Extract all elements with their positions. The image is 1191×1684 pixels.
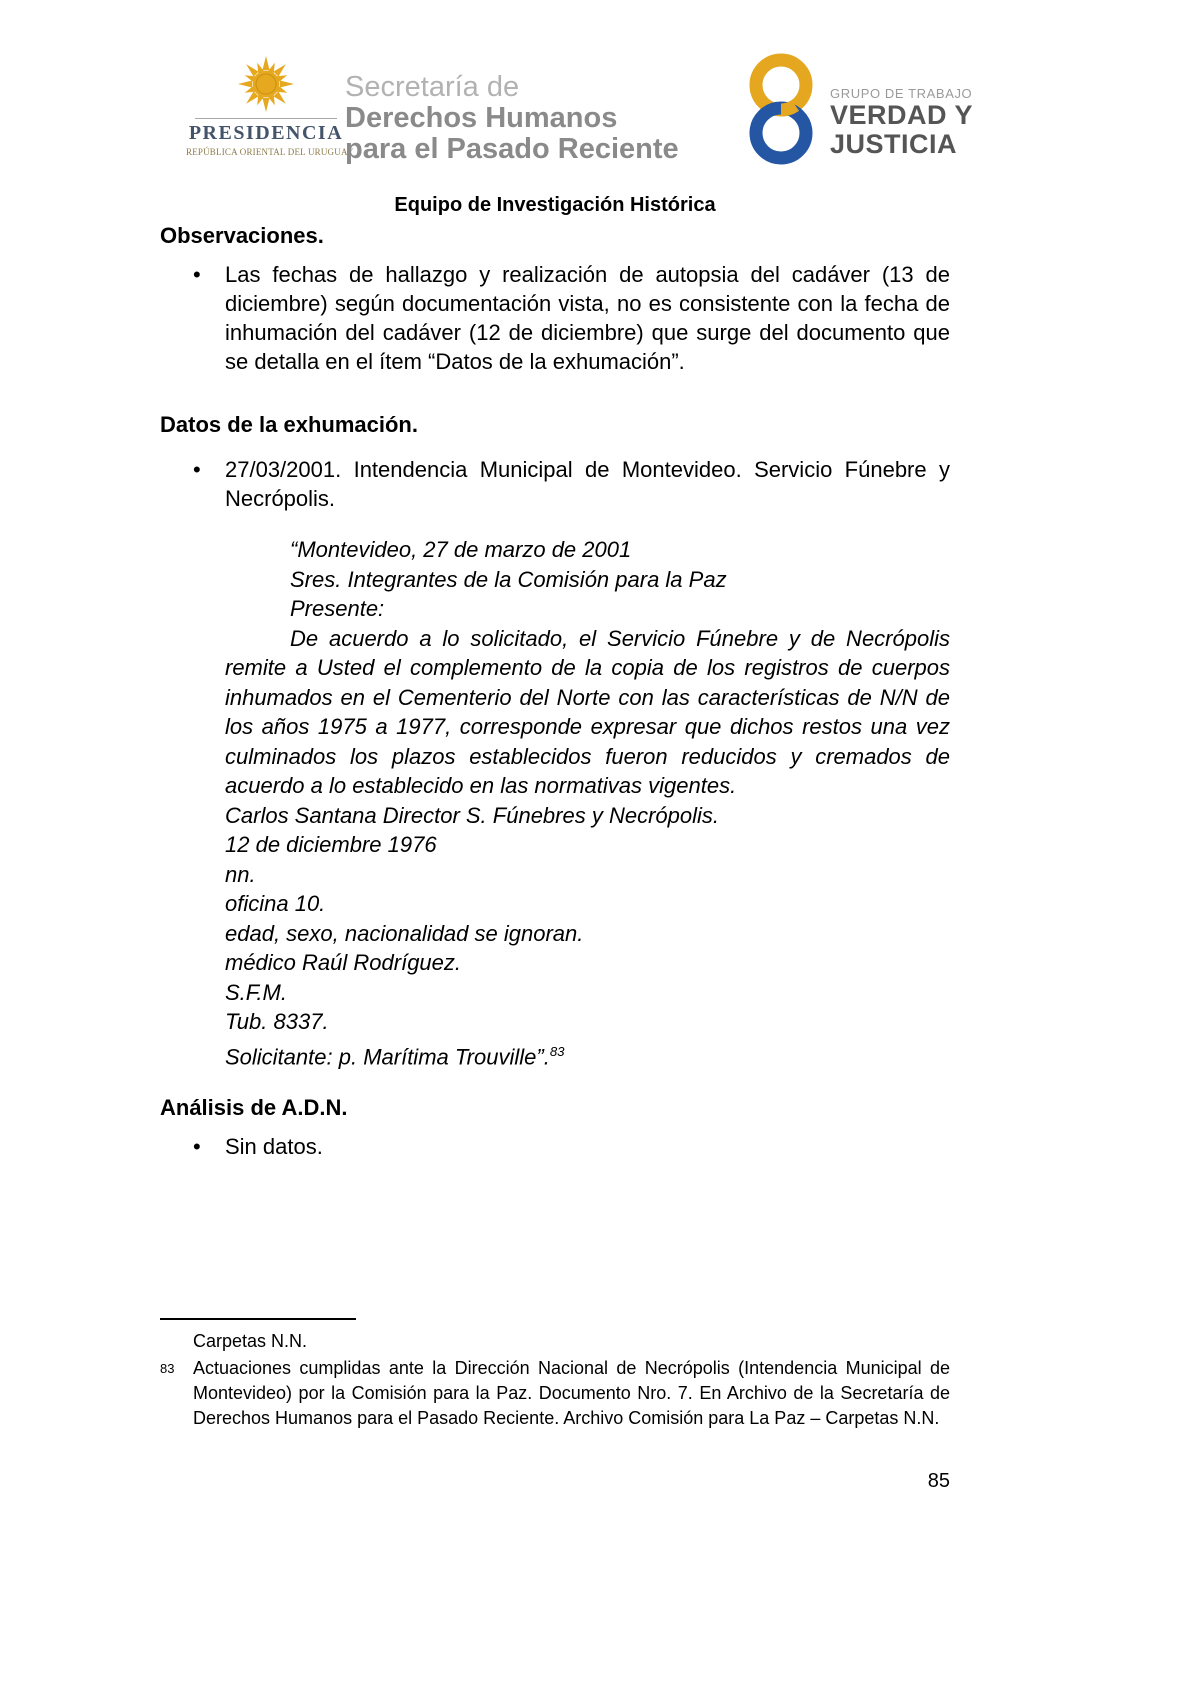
quote-line: nn. [225, 861, 256, 887]
footnote-separator [160, 1318, 356, 1320]
team-title: Equipo de Investigación Histórica [394, 194, 716, 216]
quote-closing-text: Solicitante: p. Marítima Trouville”. [225, 1043, 550, 1069]
list-item-datos-exhumacion [160, 455, 950, 513]
quoted-document [225, 535, 950, 1071]
page-number: 85 [927, 1470, 950, 1492]
quote-line: S.F.M. [225, 979, 287, 1005]
grupo-trabajo-text [830, 86, 973, 159]
quote-line: edad, sexo, nacionalidad se ignoran. [225, 920, 584, 946]
interlocking-rings-icon [742, 52, 820, 174]
secretaria-logo-text [345, 72, 679, 165]
quote-line: oficina 10. [225, 891, 326, 916]
footnote-continuation: Carpetas N.N. [193, 1331, 308, 1351]
footnote-reference: 83 [549, 1043, 565, 1059]
quote-paragraph: De acuerdo a lo solicitado, el Servicio Fúnebre y de Necrópolis remite a Usted el complemento de la copia de los registros de cuerpos inhumados en el Cementerio del Norte con las características de N/N de los años 1975 a 1977, corresponde expresar que dichos restos una vez culminados los plazos establecidos fueron reducidos y cremados de acuerdo a lo establecido en las normativas vigentes. [225, 625, 950, 798]
bullet-marker: • [193, 1134, 201, 1160]
grupo-line2: JUSTICIA [830, 129, 958, 159]
sun-icon [226, 50, 306, 116]
bullet-marker: • [193, 457, 201, 482]
quote-line: 12 de diciembre 1976 [225, 832, 437, 857]
grupo-line1: VERDAD Y [830, 100, 974, 130]
quote-line: Presente: [290, 596, 385, 621]
list-item-adn [160, 1132, 950, 1161]
list-item-text: Sin datos. [225, 1134, 323, 1160]
list-item-text: Las fechas de hallazgo y realización de autopsia del cadáver (13 de diciembre) según documentación vista, no es consistente con la fecha de inhumación del cadáver (12 de diciembre) que surge del documento que se detalla en el ítem “Datos de la exhumación”. [225, 262, 950, 374]
grupo-kicker: GRUPO DE TRABAJO [830, 86, 973, 101]
document-body [160, 193, 950, 1161]
footnotes [160, 1318, 950, 1431]
grupo-trabajo-logo [742, 52, 973, 174]
heading-adn: Análisis de A.D.N. [160, 1095, 348, 1121]
quote-line: médico Raúl Rodríguez. [225, 950, 462, 975]
quote-closing-line [225, 1037, 950, 1072]
secretaria-line2: Derechos Humanos [345, 102, 618, 134]
footnote-number: 83 [160, 1361, 175, 1376]
presidencia-subtitle: REPÚBLICA ORIENTAL DEL URUGUAY [186, 147, 354, 157]
quote-line: Carlos Santana Director S. Fúnebres y Necrópolis. [225, 802, 719, 828]
presidencia-logo [186, 50, 354, 157]
presidencia-name: PRESIDENCIA [188, 122, 344, 144]
heading-observaciones: Observaciones. [160, 223, 324, 248]
footnote-text: Actuaciones cumplidas ante la Dirección Nacional de Necrópolis (Intendencia Municipal de Montevideo) por la Comisión para la Paz. Documento Nro. 7. En Archivo de la Secretaría de Derechos Humanos para el Pasado Reciente. Archivo Comisión para La Paz – Carpetas N.N. [193, 1358, 950, 1428]
presidencia-rule [195, 118, 337, 119]
footnote-83 [160, 1356, 950, 1431]
secretaria-line1: Secretaría de [345, 71, 520, 103]
heading-datos-exhumacion: Datos de la exhumación. [160, 412, 418, 437]
quote-line: Sres. Integrantes de la Comisión para la Paz [290, 566, 727, 592]
list-item-text: 27/03/2001. Intendencia Municipal de Montevideo. Servicio Fúnebre y Necrópolis. [225, 457, 950, 511]
quote-line: “Montevideo, 27 de marzo de 2001 [290, 537, 632, 562]
list-item-observaciones [160, 260, 950, 376]
secretaria-line3: para el Pasado Reciente [345, 133, 679, 165]
bullet-marker: • [193, 262, 201, 287]
quote-line: Tub. 8337. [225, 1009, 329, 1034]
